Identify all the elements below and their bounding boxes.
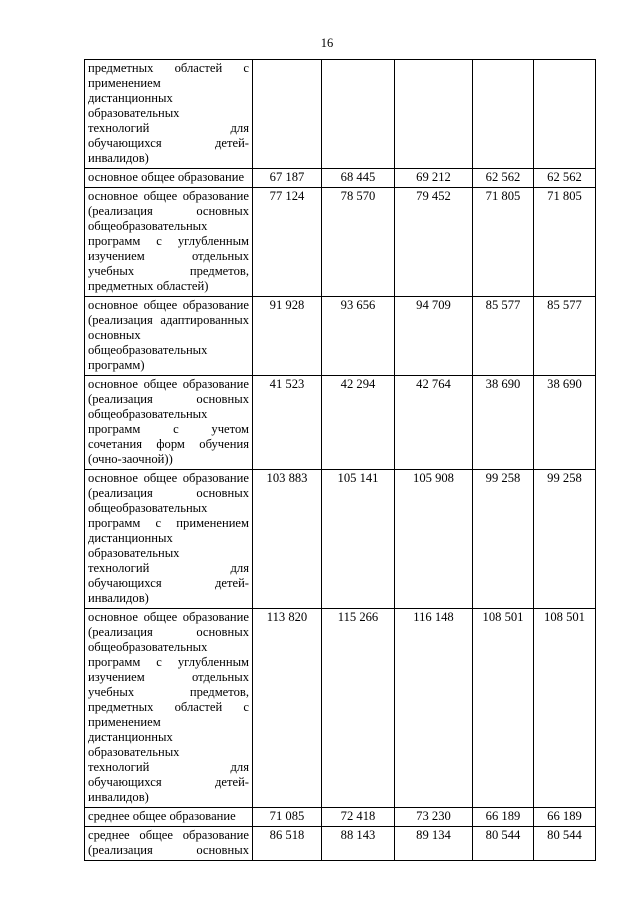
row-value: 79 452 xyxy=(395,188,473,297)
row-value: 66 189 xyxy=(473,808,534,827)
row-value: 71 085 xyxy=(253,808,322,827)
label-line: сочетания форм обучения xyxy=(88,437,249,451)
label-line: программ с учетом xyxy=(88,422,249,436)
label-line: учебных предметов, xyxy=(88,264,249,278)
row-label xyxy=(85,827,253,861)
table-row xyxy=(85,376,596,470)
row-value: 68 445 xyxy=(322,169,395,188)
table-row xyxy=(85,60,596,169)
label-line: предметных областей с xyxy=(88,700,249,714)
label-line: основное общее образование xyxy=(88,377,249,391)
row-label xyxy=(85,376,253,470)
row-value: 71 805 xyxy=(534,188,596,297)
row-value: 78 570 xyxy=(322,188,395,297)
label-line: (реализация основных xyxy=(88,625,249,639)
row-value xyxy=(322,60,395,169)
label-line: среднее общее образование xyxy=(88,809,236,823)
label-line: (очно-заочной)) xyxy=(88,452,173,466)
row-label xyxy=(85,60,253,169)
row-value xyxy=(253,60,322,169)
row-value: 42 764 xyxy=(395,376,473,470)
row-value: 85 577 xyxy=(473,297,534,376)
label-line: учебных предметов, xyxy=(88,685,249,699)
row-value: 105 908 xyxy=(395,470,473,609)
row-value: 80 544 xyxy=(534,827,596,861)
row-label xyxy=(85,297,253,376)
label-line: технологий для xyxy=(88,561,249,575)
row-value: 86 518 xyxy=(253,827,322,861)
row-value: 71 805 xyxy=(473,188,534,297)
label-line: программ) xyxy=(88,358,145,372)
label-line: общеобразовательных xyxy=(88,219,208,233)
label-line: программ с применением xyxy=(88,516,249,530)
table-row xyxy=(85,808,596,827)
row-value: 99 258 xyxy=(534,470,596,609)
label-line: программ с углубленным xyxy=(88,234,249,248)
label-line: инвалидов) xyxy=(88,591,149,605)
table-row xyxy=(85,827,596,861)
label-line: инвалидов) xyxy=(88,151,149,165)
label-line: основное общее образование xyxy=(88,298,249,312)
label-line: основное общее образование xyxy=(88,471,249,485)
label-line: предметных областей) xyxy=(88,279,209,293)
row-value: 88 143 xyxy=(322,827,395,861)
education-funding-table xyxy=(84,59,596,861)
row-label xyxy=(85,188,253,297)
table-row xyxy=(85,297,596,376)
label-line: общеобразовательных xyxy=(88,407,208,421)
label-line: технологий для xyxy=(88,121,249,135)
row-value: 38 690 xyxy=(473,376,534,470)
label-line: (реализация основных xyxy=(88,843,249,857)
row-value: 66 189 xyxy=(534,808,596,827)
label-line: дистанционных xyxy=(88,531,173,545)
row-value: 69 212 xyxy=(395,169,473,188)
label-line: образовательных xyxy=(88,106,180,120)
label-line: образовательных xyxy=(88,745,180,759)
label-line: применением xyxy=(88,715,161,729)
row-value: 72 418 xyxy=(322,808,395,827)
row-value: 85 577 xyxy=(534,297,596,376)
row-value: 113 820 xyxy=(253,609,322,808)
row-value: 91 928 xyxy=(253,297,322,376)
label-line: технологий для xyxy=(88,760,249,774)
row-label xyxy=(85,808,253,827)
label-line: обучающихся детей- xyxy=(88,136,249,150)
label-line: общеобразовательных xyxy=(88,343,208,357)
label-line: предметных областей с xyxy=(88,61,249,75)
label-line: общеобразовательных xyxy=(88,501,208,515)
label-line: среднее общее образование xyxy=(88,828,249,842)
row-value: 62 562 xyxy=(473,169,534,188)
row-value: 89 134 xyxy=(395,827,473,861)
label-line: инвалидов) xyxy=(88,790,149,804)
row-value: 116 148 xyxy=(395,609,473,808)
label-line: дистанционных xyxy=(88,730,173,744)
row-value: 103 883 xyxy=(253,470,322,609)
table-row xyxy=(85,609,596,808)
row-value: 41 523 xyxy=(253,376,322,470)
label-line: общеобразовательных xyxy=(88,640,208,654)
row-value: 94 709 xyxy=(395,297,473,376)
label-line: обучающихся детей- xyxy=(88,775,249,789)
row-value: 42 294 xyxy=(322,376,395,470)
label-line: изучением отдельных xyxy=(88,670,249,684)
label-line: применением xyxy=(88,76,161,90)
table-row xyxy=(85,169,596,188)
label-line: образовательных xyxy=(88,546,180,560)
table-row xyxy=(85,470,596,609)
label-line: (реализация основных xyxy=(88,486,249,500)
row-label xyxy=(85,169,253,188)
label-line: основное общее образование xyxy=(88,170,245,184)
page-number: 16 xyxy=(320,36,334,50)
table-body xyxy=(85,60,596,861)
label-line: (реализация основных xyxy=(88,204,249,218)
label-line: (реализация адаптированных xyxy=(88,313,249,327)
label-line: программ с углубленным xyxy=(88,655,249,669)
row-label xyxy=(85,470,253,609)
row-value: 99 258 xyxy=(473,470,534,609)
row-value: 108 501 xyxy=(473,609,534,808)
label-line: дистанционных xyxy=(88,91,173,105)
row-value: 77 124 xyxy=(253,188,322,297)
label-line: основное общее образование xyxy=(88,189,249,203)
row-value: 62 562 xyxy=(534,169,596,188)
label-line: обучающихся детей- xyxy=(88,576,249,590)
label-line: основное общее образование xyxy=(88,610,249,624)
label-line: основных xyxy=(88,328,141,342)
row-label xyxy=(85,609,253,808)
row-value xyxy=(473,60,534,169)
row-value: 115 266 xyxy=(322,609,395,808)
row-value: 105 141 xyxy=(322,470,395,609)
row-value xyxy=(534,60,596,169)
table-row xyxy=(85,188,596,297)
row-value: 80 544 xyxy=(473,827,534,861)
label-line: изучением отдельных xyxy=(88,249,249,263)
label-line: (реализация основных xyxy=(88,392,249,406)
row-value: 93 656 xyxy=(322,297,395,376)
row-value: 73 230 xyxy=(395,808,473,827)
row-value: 67 187 xyxy=(253,169,322,188)
row-value: 38 690 xyxy=(534,376,596,470)
row-value: 108 501 xyxy=(534,609,596,808)
row-value xyxy=(395,60,473,169)
